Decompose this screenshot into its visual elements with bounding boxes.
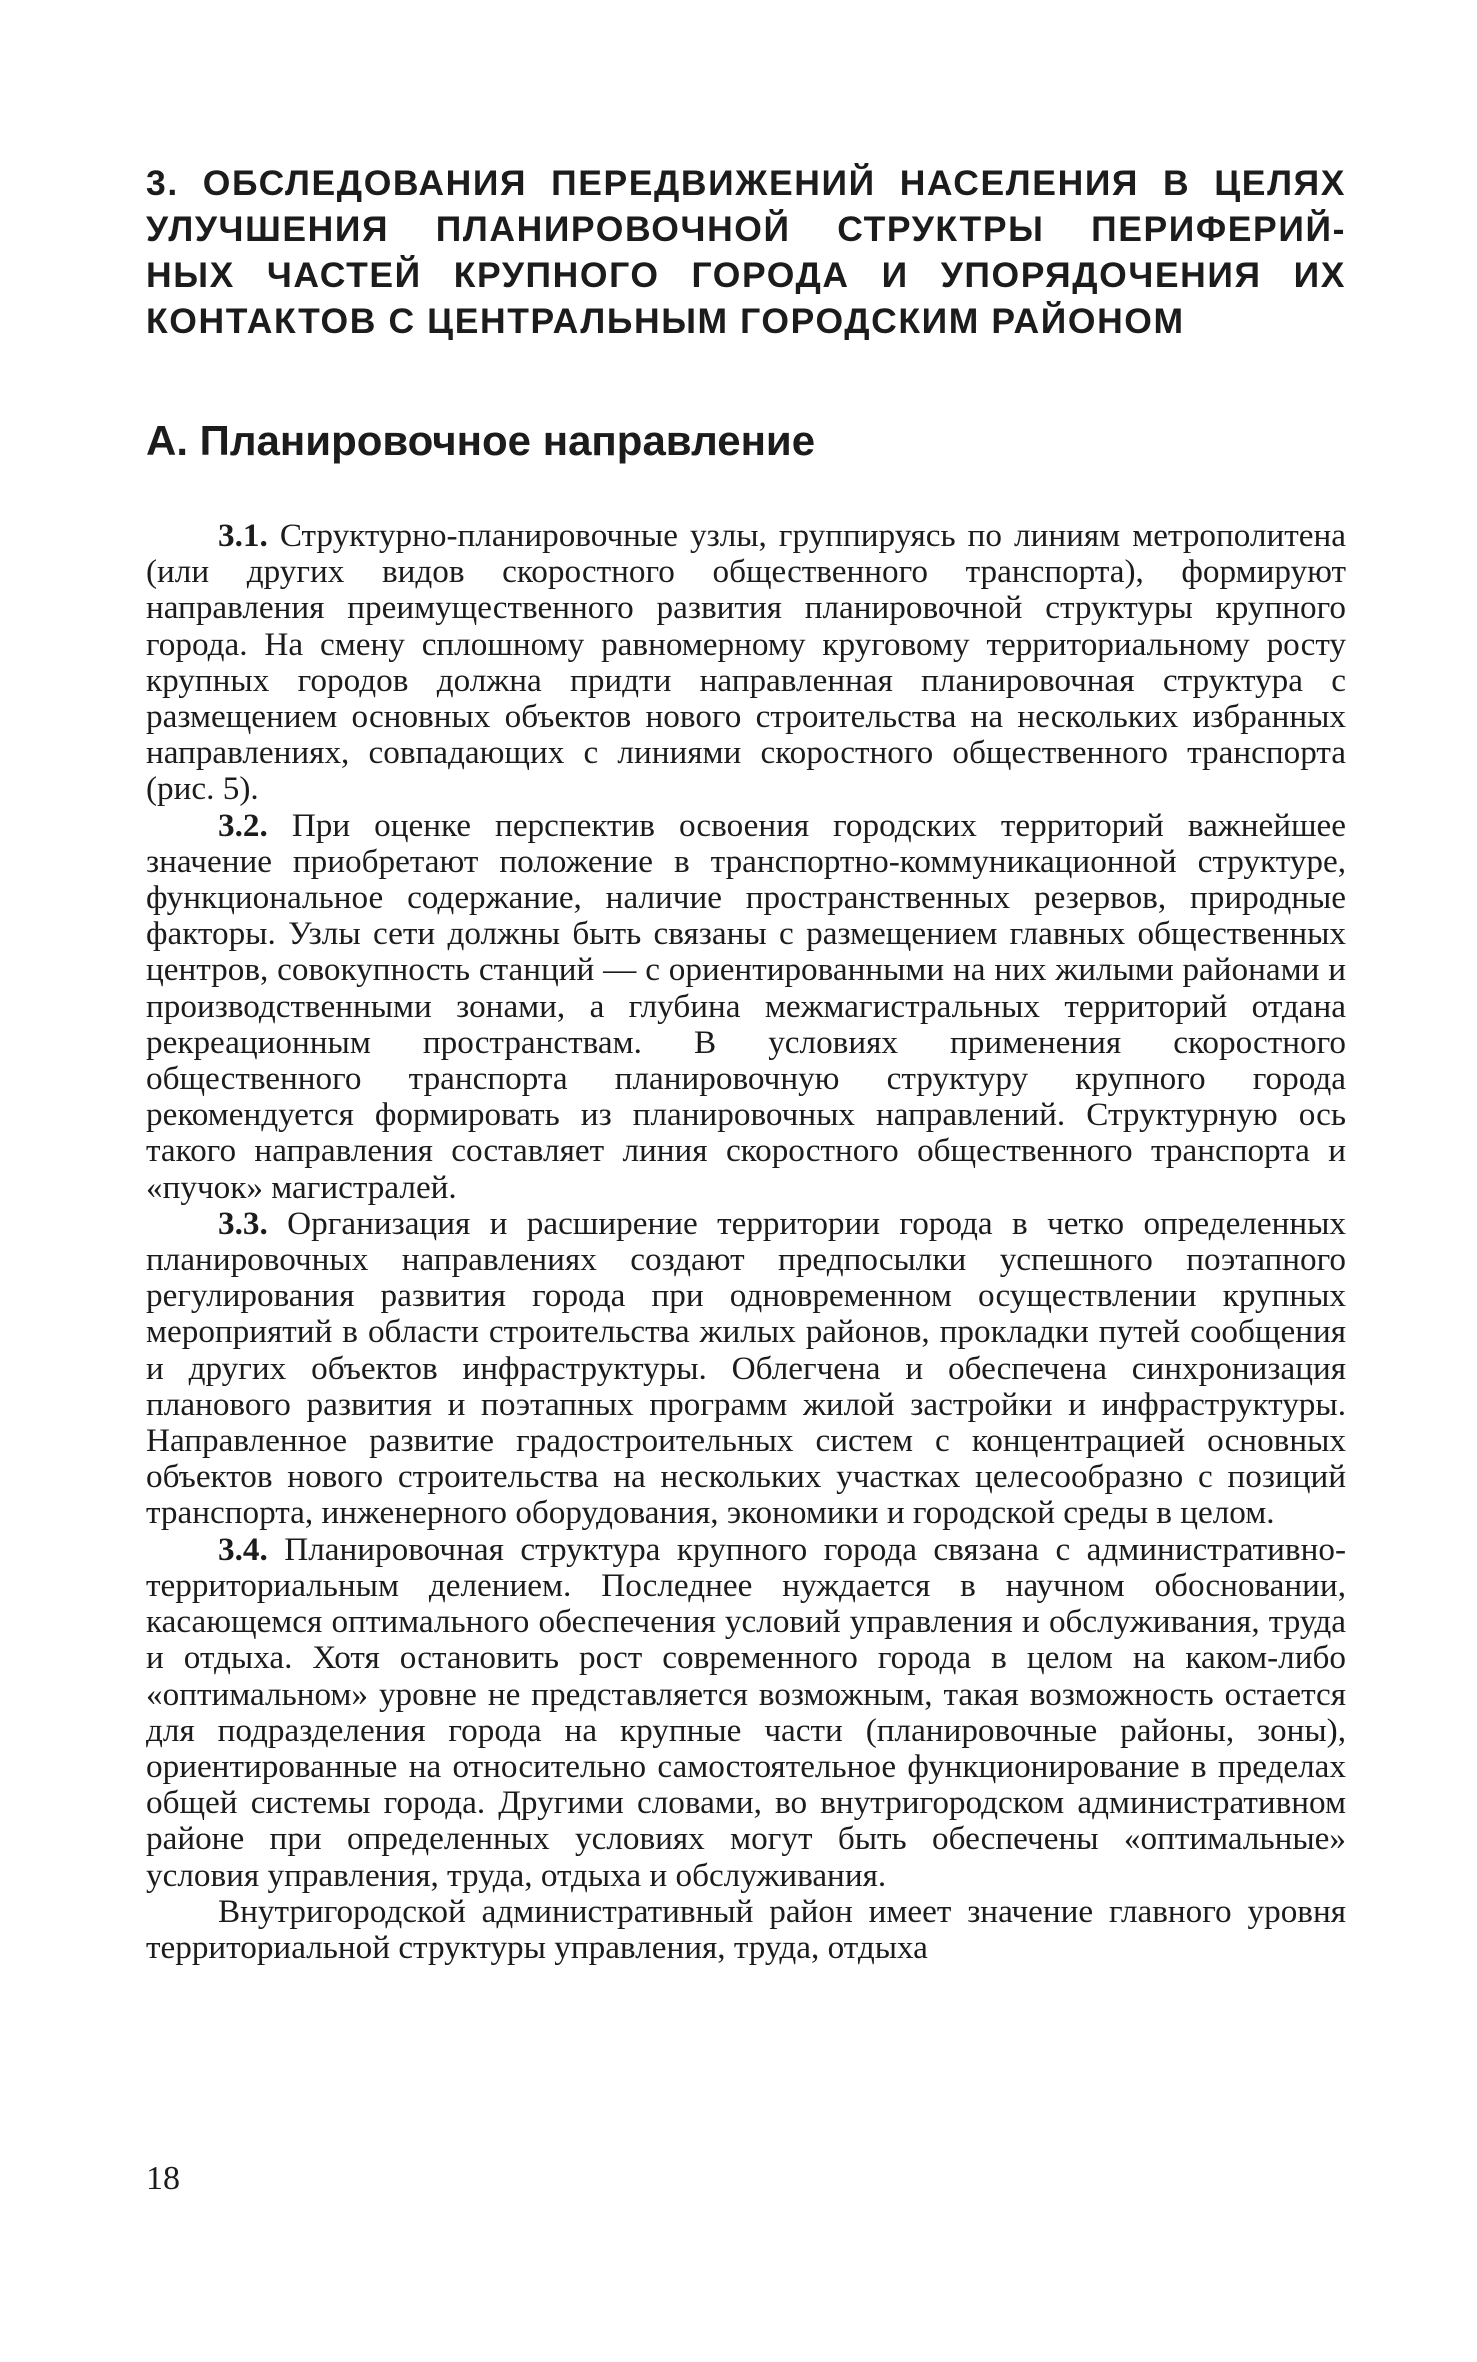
paragraph-number: 3.1. bbox=[218, 517, 268, 554]
paragraph-number: 3.4. bbox=[218, 1530, 268, 1568]
paragraph-3-1 bbox=[146, 518, 1346, 808]
paragraph-text: Организация и расширение территории города в четко определенных планировочных направлениях создают предпосылки успешного поэтапного регулирования развития города при одновременном осуществлении крупных мероприятий в области строительства жилых районов, прокладки путей сообщения и других объектов инфраструктуры. Облегчена и обеспечена синхронизация планового развития и поэтапных программ жилой застройки и инфраструктуры. Направленное развитие градостроительных систем с концентрацией основных объектов нового строительства на нескольких участках целесообразно с позиций транспорта, инженерного оборудования, экономики и городской среды в целом. bbox=[146, 1204, 1347, 1532]
chapter-title-line: КОНТАКТОВ С ЦЕНТРАЛЬНЫМ ГОРОДСКИМ РАЙОНОМ bbox=[146, 301, 1185, 341]
paragraph-text: Структурно-планировочные узлы, группируясь по линиям метрополитена (или других видов скоростного общественного транспорта), формируют направления преимущественного развития планировочной структуры крупного города. На смену сплошному равномерному круговому территориальному росту крупных городов должна придти направленная планировочная структура с размещением основных объектов нового строительства на нескольких избранных направлениях, совпадающих с линиями скоростного общественного транспорта (рис. 5). bbox=[146, 517, 1346, 808]
page-number: 18 bbox=[146, 2160, 180, 2197]
paragraph-3-4 bbox=[146, 1532, 1346, 1894]
paragraph-continuation bbox=[146, 1894, 1346, 1966]
paragraph-3-2 bbox=[146, 808, 1346, 1206]
paragraph-text: При оценке перспектив освоения городских территорий важнейшее значение приобретают положение в транспортно-коммуникационной структуре, функциональное содержание, наличие пространственных резервов, природные факторы. Узлы сети должны быть связаны с размещением главных общественных центров, совокупность станций — с ориентированными на них жилыми районами и производственными зонами, а глубина межмагистральных территорий отдана рекреационным пространствам. В условиях применения скоростного общественного транспорта планировочную структуру крупного города рекомендуется формировать из планировочных направлений. Структурную ось такого направления составляет линия скоростного общественного транспорта и «пучок» магистралей. bbox=[146, 806, 1347, 1206]
paragraph-3-3 bbox=[146, 1206, 1346, 1532]
chapter-title-line: НЫХ ЧАСТЕЙ КРУПНОГО ГОРОДА И УПОРЯДОЧЕНИЯ ИХ bbox=[146, 255, 1346, 295]
paragraph-number: 3.3. bbox=[218, 1204, 268, 1242]
paragraph-number: 3.2. bbox=[218, 806, 268, 844]
chapter-title bbox=[146, 160, 1346, 344]
paragraph-text: Внутригородской административный район имеет значение главного уровня территориальной структуры управления, труда, отдыха bbox=[146, 1892, 1346, 1966]
paragraph-text: Планировочная структура крупного города связана с административно-территориальным делением. Последнее нуждается в научном обосновании, касающемся оптимального обеспечения условий управления и обслуживания, труда и отдыха. Хотя остановить рост современного города в целом на каком-либо «оптимальном» уровне не представляется возможным, такая возможность остается для подразделения города на крупные части (планировочные районы, зоны), ориентированные на относительно самостоятельное функционирование в пределах общей системы города. Другими словами, во внутригородском административном районе при определенных условиях могут быть обеспечены «оптимальные» условия управления, труда, отдыха и обслуживания. bbox=[146, 1530, 1347, 1894]
chapter-title-line: УЛУЧШЕНИЯ ПЛАНИРОВОЧНОЙ СТРУКТРЫ ПЕРИФЕРИЙ- bbox=[146, 209, 1346, 249]
section-heading: А. Планировочное направление bbox=[146, 417, 816, 464]
page-body bbox=[146, 160, 1346, 1966]
chapter-title-line: 3. ОБСЛЕДОВАНИЯ ПЕРЕДВИЖЕНИЙ НАСЕЛЕНИЯ В ЦЕЛЯХ bbox=[146, 163, 1346, 203]
